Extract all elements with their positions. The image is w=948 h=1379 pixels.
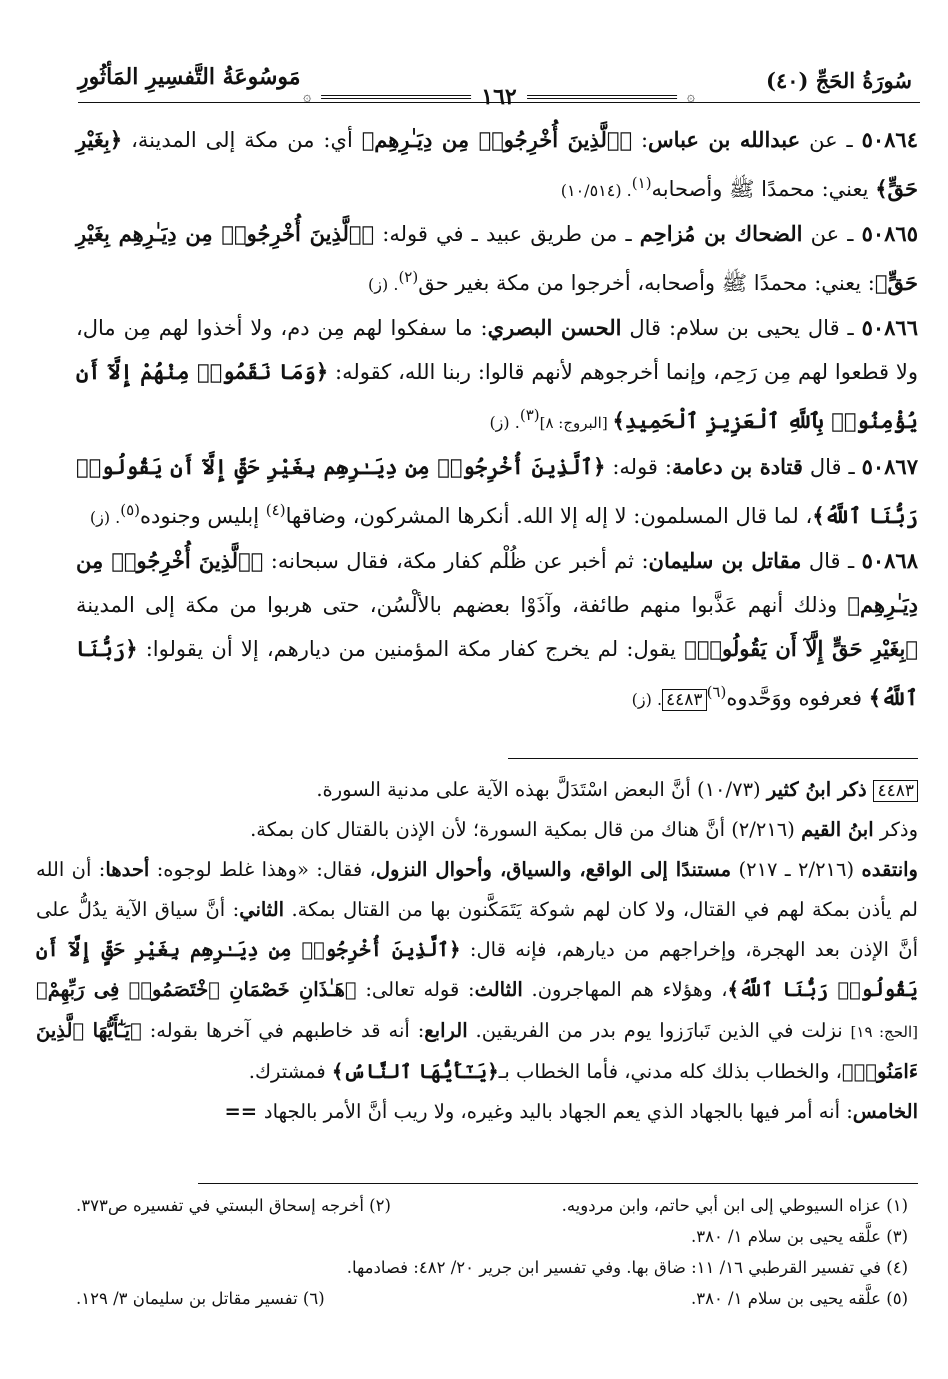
commentary-emphasis: مستندًا إلى الواقع، والسياق، وأحوال النزول xyxy=(375,858,732,881)
footnotes xyxy=(76,1190,908,1314)
ornament-left-icon: ۞ xyxy=(303,89,312,105)
page-number-group xyxy=(303,84,695,110)
commentary-critique xyxy=(36,850,918,1092)
narrator-name: عبدالله بن عباس xyxy=(648,127,801,152)
narrator-name: الضحاك بن مُزاحِم xyxy=(639,221,803,246)
dash: ـ xyxy=(837,128,862,152)
point-label: الخامس xyxy=(852,1100,918,1123)
intro-text: قال xyxy=(801,549,841,573)
commentary-text: : أنه أمر فيها بالجهاد الذي يعم الجهاد باليد وغيره، ولا ريب أنَّ الأمر بالجهاد xyxy=(263,1100,853,1123)
source-ref: . (ز) xyxy=(489,413,520,432)
commentary-line-1 xyxy=(36,770,918,810)
commentary-text: ، والخطاب بذلك كله مدني، فأما الخطاب بـ xyxy=(498,1060,842,1083)
quran-verse: ﴿وَمَا نَقَمُوا۟ مِنْهُمْ إِلَّآ أَن يُؤْمِنُوا۟ بِٱللَّهِ ٱلْعَزِيزِ ٱلْحَمِيدِ﴾ xyxy=(76,359,918,433)
verse-reference: [الحج: ١٩] xyxy=(850,1023,918,1041)
source-ref: . (ز) xyxy=(89,508,121,527)
quran-verse: ﴿ٱلَّذِينَ أُخْرِجُوا۟ مِن دِيَـٰرِهِم بِغَيْرِ حَقٍّ إِلَّآ أَن يَقُولُوا۟ رَبُّنَا ٱللَّهُ﴾ xyxy=(36,938,918,1001)
quran-verse: ﴿ٱلَّذِينَ أُخْرِجُوا۟ مِن دِيَـٰرِهِم﴾ xyxy=(361,127,633,152)
dash: ـ xyxy=(841,455,862,479)
commentary-text: : قوله تعالى: xyxy=(356,978,475,1001)
commentary-text: : أن الله لم يأذن بمكة لهم في القتال، ولا كان لهم شوكة يَتَمَكَّنون بها من القتال بمكة. xyxy=(36,858,918,921)
footnote-6: (٦) تفسير مقاتل بن سليمان ٣/ ١٢٩. xyxy=(76,1289,325,1308)
book-title: مَوسُوعَةُ التَّفسِيرِ المَأثُورِ xyxy=(78,64,301,90)
narration-text: فعرفوه ووَحَّدوه xyxy=(726,686,869,710)
narration-text: أي: من مكة إلى المدينة، xyxy=(122,128,362,152)
dash: ـ xyxy=(840,549,862,573)
footnote-5: (٥) علَّقه يحيى بن سلام ١/ ٣٨٠. xyxy=(690,1289,908,1308)
source-ref: . (ز) xyxy=(368,275,399,294)
commentary-box-number: ٤٤٨٣ xyxy=(873,780,918,802)
commentary-point-5 xyxy=(36,1092,918,1132)
commentary-text: : أنه قد خاطبهم في آخرها بقوله: xyxy=(141,1019,425,1042)
narration-50868 xyxy=(76,539,918,721)
footnote-marker: (٥) xyxy=(120,501,141,519)
quran-verse: ﴿رَبُّنَا ٱللَّهُ﴾ xyxy=(76,636,918,710)
narrator-name: قتادة بن دعامة xyxy=(672,454,803,479)
point-label: الثاني xyxy=(239,898,285,921)
scholar-name: ابنُ كثير xyxy=(766,778,832,801)
quran-verse: ﴿ٱلَّذِينَ أُخْرِجُوا۟ مِن دِيَـٰرِهِم﴾ xyxy=(76,548,918,617)
quran-verse: ﴿بِغَيْرِ حَقٍّ إِلَّآ أَن يَقُولُوا۟﴾ xyxy=(684,636,918,661)
footnote-marker: (٤) xyxy=(265,501,286,519)
narration-number: ٥٠٨٦٧ xyxy=(861,454,918,479)
commentary-line-2 xyxy=(36,810,918,850)
footnote-row xyxy=(76,1221,908,1252)
commentary-text: (١٠/٧٣) أنَّ البعض اسْتَدَلَّ بهذه الآية على مدنية السورة. xyxy=(316,778,767,801)
narrator-name: الحسن البصري xyxy=(487,315,622,340)
point-label: أحدها xyxy=(105,858,150,881)
quran-verse: ﴿يَـٰٓأَيُّهَا ٱلنَّاسُ﴾ xyxy=(331,1060,499,1083)
narration-50865 xyxy=(76,212,918,306)
intro-text: قال يحيى بن سلام: قال xyxy=(621,316,840,340)
quran-verse: ﴿ٱلَّذِينَ أُخْرِجُوا۟ مِن دِيَـٰرِهِم بِغَيْرِ حَقٍّ﴾ xyxy=(76,221,918,295)
page-header xyxy=(78,58,920,110)
colon: : xyxy=(632,128,649,152)
quran-verse: ﴿يَـٰٓأَيُّهَا ٱلَّذِينَ ءَامَنُوا۟﴾ xyxy=(36,1019,918,1083)
point-label: الرابع xyxy=(424,1019,468,1042)
narration-text: ، لما قال المسلمون: لا إله إلا الله. أنكرها المشركون، وضاقها xyxy=(285,504,813,528)
narration-number: ٥٠٨٦٦ xyxy=(861,315,918,340)
commentary-text: وذكر xyxy=(873,818,918,841)
footnote-3: (٣) علَّقه يحيى بن سلام ١/ ٣٨٠. xyxy=(690,1227,908,1246)
point-label: الثالث xyxy=(474,978,523,1001)
commentary-text: (٢/٢١٦ ـ ٢١٧) xyxy=(731,858,862,881)
surah-title: سُورَةُ الحَجِّ (٤٠) xyxy=(766,68,912,93)
narration-text: وذلك أنهم عَذَّبوا منهم طائفة، وآذَوْا بعضهم بالألْسُن، حتى هربوا من مكة إلى المدينة xyxy=(76,593,848,617)
narration-50867 xyxy=(76,445,918,539)
commentary-text: وانتقده xyxy=(861,858,918,881)
commentary-divider xyxy=(508,758,918,759)
source-ref: . (١٠/٥١٤) xyxy=(560,181,632,200)
footnotes-divider xyxy=(198,1183,918,1184)
footnote-row xyxy=(76,1190,908,1221)
commentary-marker-box: ٤٤٨٣ xyxy=(662,689,707,711)
intro-text: عن xyxy=(800,128,838,152)
commentary-text: فمشترك. xyxy=(248,1060,332,1083)
narration-text: : ما سفكوا لهم مِن دم، ولا أخذوا لهم مِن مال، ولا قطعوا لهم مِن رَحِم، وإنما أخرجوهم لأنهم قالوا: ربنا الله، كقوله: xyxy=(76,316,919,384)
quran-verse: ﴿بِغَيْرِ حَقٍّ﴾ xyxy=(76,127,918,201)
header-line-left xyxy=(321,95,471,99)
commentary-note xyxy=(36,770,918,1132)
dash: ـ xyxy=(839,316,862,340)
scholar-name: ابنُ القيم xyxy=(801,818,874,841)
ornament-right-icon: ۞ xyxy=(686,89,695,105)
narration-text: : يعني: محمدًا ﷺ وأصحابه، أخرجوا من مكة بغير حق xyxy=(418,271,875,295)
footnote-marker: (٣) xyxy=(519,406,540,424)
header-line-right xyxy=(527,95,677,99)
narration-text: : قوله: xyxy=(605,455,672,479)
quran-verse: ﴿هَـٰذَانِ خَصْمَانِ ٱخْتَصَمُوا۟ فِى رَبِّهِمْ﴾ xyxy=(36,978,357,1001)
dash: ـ xyxy=(839,222,862,246)
footnote-1: (١) عزاه السيوطي إلى ابن أبي حاتم، وابن مردويه. xyxy=(561,1196,908,1215)
commentary-text: نزلت في الذين تَبارَزوا يوم بدر من الفريقين. xyxy=(467,1019,851,1042)
footnote-marker: (١) xyxy=(631,174,652,192)
commentary-text: : أنَّ سياق الآية يدُلُّ على أنَّ الإذن بعد الهجرة، وإخراجهم من ديارهم، فإنه قال: xyxy=(36,898,918,961)
footnote-row xyxy=(76,1252,908,1283)
narrations xyxy=(76,118,918,721)
page-number: ١٦٢ xyxy=(481,84,517,110)
narration-number: ٥٠٨٦٥ xyxy=(861,221,918,246)
header-divider xyxy=(78,102,920,103)
narration-text: : ثم أخبر عن ظُلْم كفار مكة، فقال سبحانه: xyxy=(263,549,649,573)
narration-50866 xyxy=(76,306,918,445)
footnote-marker: (٢) xyxy=(398,268,419,286)
footnote-row xyxy=(76,1283,908,1314)
footnote-4: (٤) في تفسير القرطبي ١٦/ ١١: ضاق بها. وفي تفسير ابن جرير ٢٠/ ٤٨٢: فصادمها. xyxy=(346,1258,908,1277)
narration-number: ٥٠٨٦٤ xyxy=(861,127,918,152)
commentary-text: (٢/٢١٦) أنَّ هناك من قال بمكية السورة؛ لأن الإذن بالقتال كان بمكة. xyxy=(250,818,802,841)
narration-50864 xyxy=(76,118,918,212)
source-ref: . (ز) xyxy=(631,690,663,709)
intro-text: عن xyxy=(802,222,840,246)
commentary-text: ، وهؤلاء هم المهاجرون. xyxy=(522,978,728,1001)
narration-text: يقول: لم يخرج كفار مكة المؤمنين من ديارهم، إلا أن يقولوا: xyxy=(137,637,685,661)
footnote-marker: (٦) xyxy=(706,683,727,701)
narration-text: إبليس وجنوده xyxy=(140,504,266,528)
verse-reference: [البروج: ٨] xyxy=(539,414,613,432)
quran-verse: ﴿ٱلَّذِينَ أُخْرِجُوا۟ مِن دِيَـٰرِهِم بِغَيْرِ حَقٍّ إِلَّآ أَن يَقُولُوا۟ رَبُّنَا ٱللَّهُ﴾ xyxy=(76,454,918,528)
narration-text: يعني: محمدًا ﷺ وأصحابه xyxy=(651,177,876,201)
continuation-marker: == xyxy=(224,1100,264,1123)
intro-text: قال xyxy=(802,455,842,479)
narration-number: ٥٠٨٦٨ xyxy=(861,548,918,573)
narrator-name: مقاتل بن سليمان xyxy=(648,548,802,573)
narration-text: ـ من طريق عبيد ـ في قوله: xyxy=(374,222,640,246)
commentary-text: ذكر xyxy=(831,778,874,801)
commentary-text: ، فقال: «وهذا غلط لوجوه: xyxy=(149,858,376,881)
footnote-2: (٢) أخرجه إسحاق البستي في تفسيره ص٣٧٣. xyxy=(76,1196,391,1215)
